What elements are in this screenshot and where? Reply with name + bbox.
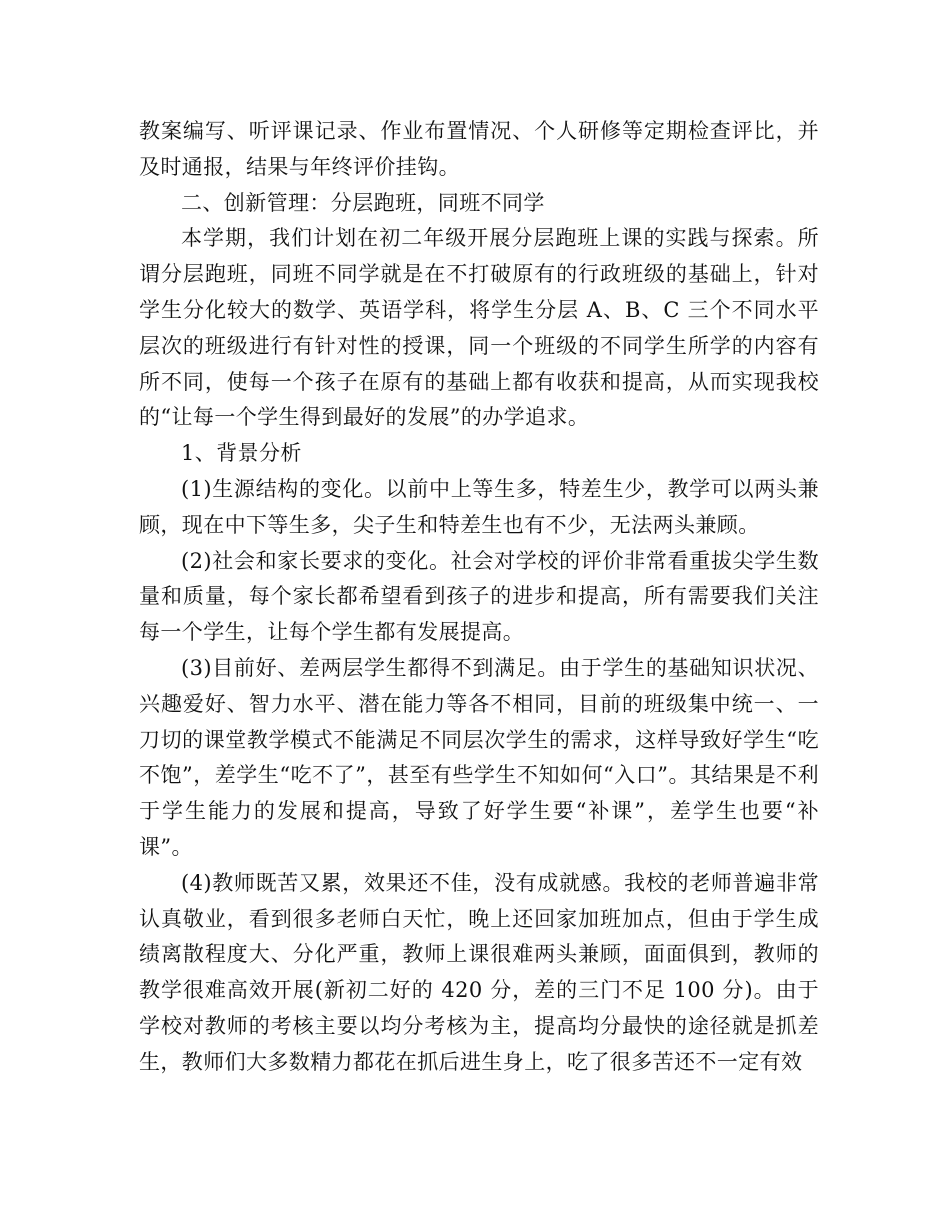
paragraph-point-4: (4)教师既苦又累，效果还不佳，没有成就感。我校的老师普遍非常认真敬业，看到很多老师白天忙，晚上还回家加班加点，但由于学生成绩离散程度大、分化严重，教师上课很难两头兼顾，面面俱到，教师的教学很难高效开展(新初二好的 420 分，差的三门不足 100 分)。由于学校对教师的考核主要以均分考核为主，提高均分最快的途径就是抓差生，教师们大多数精力都花在抓后进生身上，吃了很多苦还不一定有效: [139, 870, 819, 1074]
paragraph-point-1: (1)生源结构的变化。以前中上等生多，特差生少，教学可以两头兼顾，现在中下等生多，尖子生和特差生也有不少，无法两头兼顾。: [139, 476, 819, 537]
paragraph-point-3: (3)目前好、差两层学生都得不到满足。由于学生的基础知识状况、兴趣爱好、智力水平、潜在能力等各不相同，目前的班级集中统一、一刀切的课堂教学模式不能满足不同层次学生的需求，这样导致好学生“吃不饱”，差学生“吃不了”，甚至有些学生不知如何“入口”。其结果是不利于学生能力的发展和提高，导致了好学生要“补课”，差学生也要“补课”。: [139, 655, 819, 859]
subheading-background: 1、背景分析: [181, 441, 302, 466]
section-heading-innovation: 二、创新管理：分层跑班，同班不同学: [181, 190, 545, 215]
document-body: [139, 114, 819, 1081]
paragraph-1: 教案编写、听评课记录、作业布置情况、个人研修等定期检查评比，并及时通报，结果与年终评价挂钩。: [139, 119, 819, 179]
paragraph-layered-classes: 本学期，我们计划在初二年级开展分层跑班上课的实践与探索。所谓分层跑班，同班不同学就是在不打破原有的行政班级的基础上，针对学生分化较大的数学、英语学科，将学生分层 A、B、C 三个不同水平层次的班级进行有针对性的授课，同一个班级的不同学生所学的内容有所不同，使每一个孩子在原有的基础上都有收获和提高，从而实现我校的“让每一个学生得到最好的发展”的办学追求。: [139, 226, 819, 430]
paragraph-point-2: (2)社会和家长要求的变化。社会对学校的评价非常看重拔尖学生数量和质量，每个家长都希望看到孩子的进步和提高，所有需要我们关注每一个学生，让每个学生都有发展提高。: [139, 548, 819, 645]
